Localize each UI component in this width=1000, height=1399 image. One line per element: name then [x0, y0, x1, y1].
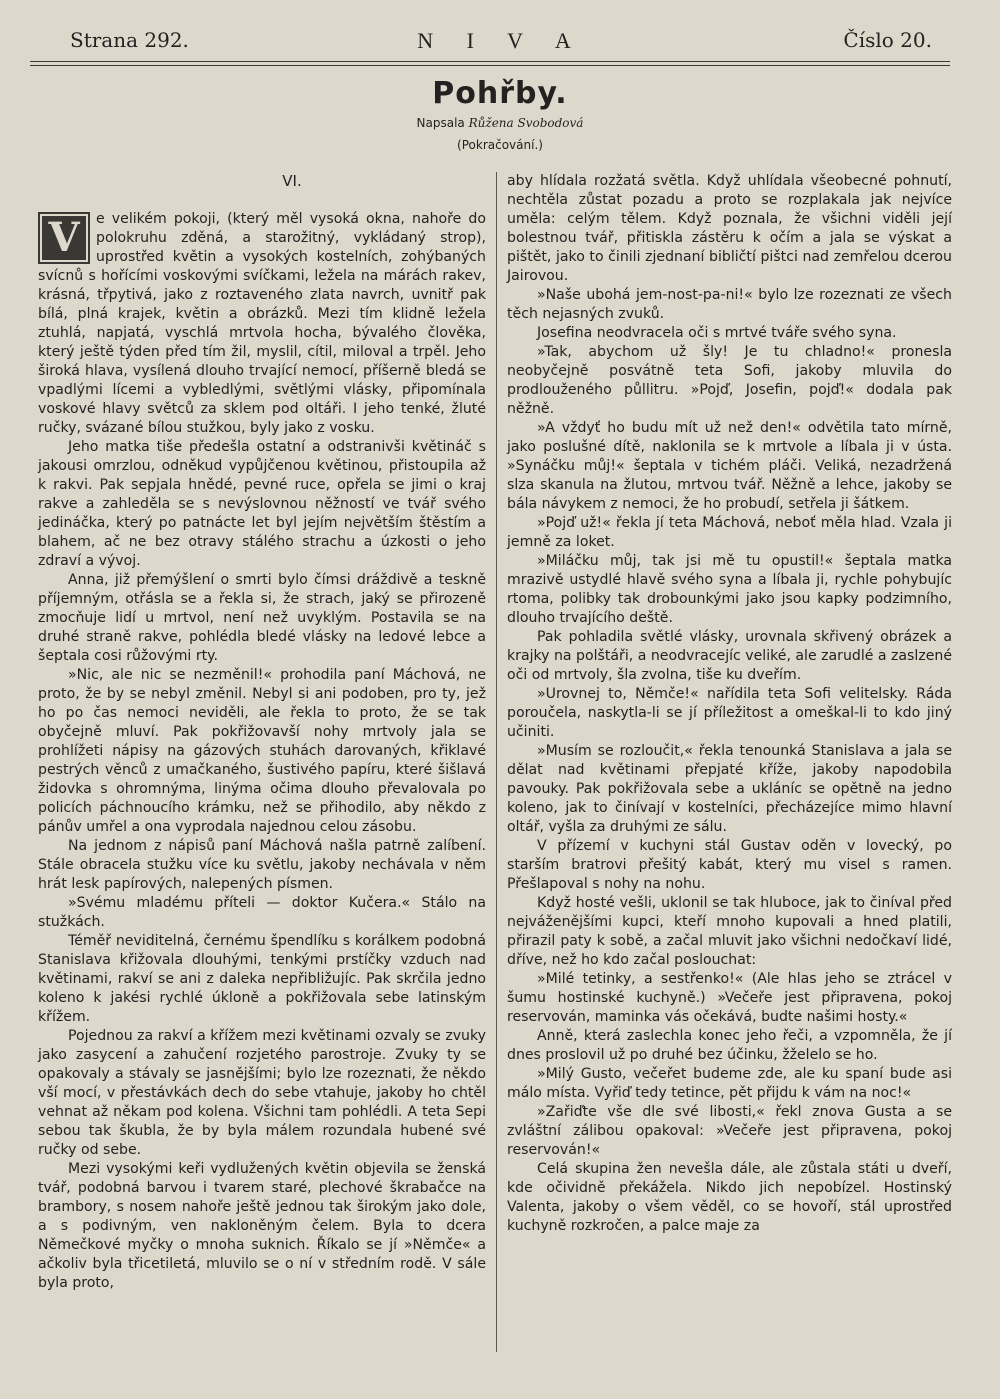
- paragraph: Když hosté vešli, uklonil se tak hluboce, jak to činíval před nejváženějšími kupci, kteří mnoho kupovali a hned platili, přirazil paty k sobě, a začal mluvit jako všichni nedočkaví lidé, dříve, než ho kdo začal poslouchat:: [507, 895, 952, 968]
- paragraph: Jeho matka tiše předešla ostatní a odstranivši květináč s jakousi omrzlou, odněkud vypůjčenou květinou, přistoupila až k rakvi. Pak sepjala hnědé, pevné ruce, opřela se jimi o kraj rakve a zahleděla se s nevýslovnou něžností ve tvář svého jedináčka, který po patnácte let byl jejím největším štěstím a blahem, ač ne bez otravy stálého strachu a úzkosti o jeho zdraví a vývoj.: [38, 439, 486, 569]
- issue-number: Číslo 20.: [843, 28, 932, 52]
- left-column: [38, 210, 486, 1293]
- paragraph: Josefina neodvracela oči s mrtvé tváře svého syna.: [537, 325, 897, 341]
- paragraph: »Musím se rozloučit,« řekla tenounká Stanislava a jala se dělat nad květinami přepjaté kříže, jakoby napodobila pavouky. Pak pokřižovala sebe a ukláníc se opětně na jedno koleno, jak to činívají v kostelníci, přecházejíce mimo hlavní oltář, vyšla za druhými ze sálu.: [507, 743, 952, 835]
- paragraph: Celá skupina žen nevešla dále, ale zůstala státi u dveří, kde očividně překážela. Nikdo jich nepobízel. Hostinský Valenta, jakoby o všem věděl, co se hovoří, stál uprostřed kuchyně rozkročen, a palce maje za: [507, 1161, 952, 1234]
- paragraph: Mezi vysokými keři vydlužených květin objevila se ženská tvář, podobná barvou i tvarem staré, plechové škrabačce na brambory, s nosem nahoře ještě jednou tak širokým jako dole, a s podivným, ven nakloněným čelem. Byla to dcera Němečkové myčky o mnoha suknich. Říkalo se jí »Němče« a ačkoliv byla třicetiletá, mluvilo se o ní v středním rodě. V sále byla proto,: [38, 1161, 486, 1291]
- column-divider: [496, 172, 497, 1352]
- paragraph: Pak pohladila světlé vlásky, urovnala skřivený obrázek a krajky na polštáři, a neodvracejíc veliké, ale zarudlé a zaslzené oči od mrtvoly, šla zvolna, tiše ku dveřím.: [507, 629, 952, 683]
- paragraph: Téměř neviditelná, černému špendlíku s korálkem podobná Stanislava křižovala dlouhými, tenkými prstíčky vzduch nad květinami, rakví se ani z daleka nepřibližujíc. Pak skrčila jedno koleno k jakési rychlé úkloně a pokřižovala sebe latinským křížem.: [38, 933, 486, 1025]
- author-name: Růžena Svobodová: [468, 116, 584, 130]
- paragraph: V přízemí v kuchyni stál Gustav oděn v lovecký, po starším bratrovi přešitý kabát, který mu visel s ramen. Přešlapoval s nohy na nohu.: [507, 838, 952, 892]
- header-rule-bottom: [30, 65, 950, 66]
- header-rule-top: [30, 61, 950, 62]
- paragraph: »Svému mladému příteli — doktor Kučera.« Stálo na stužkách.: [38, 895, 486, 930]
- paragraph: Pojednou za rakví a křížem mezi květinami ozvaly se zvuky jako zasycení a zahučení rozjetého parostroje. Zvuky ty se opakovaly a stávaly se jasnějšími; bylo lze rozeznati, že někdo vší mocí, v přestávkách dech do sebe vtahuje, jakoby ho chtěl vehnat až někam pod kolena. Všichni tam pohlédli. A teta Sepi sebou tak škubla, že by byla málem rozundala hubené své ručky od sebe.: [38, 1028, 486, 1158]
- chapter-number: VI.: [282, 172, 302, 190]
- drop-cap: V: [38, 212, 90, 264]
- paragraph: »Naše ubohá jem-nost-pa-ni!« bylo lze rozeznati ze všech těch nejasných zvuků.: [507, 287, 952, 322]
- paragraph: »Miláčku můj, tak jsi mě tu opustil!« šeptala matka mrazivě ustydlé hlavě svého syna a líbala ji, rychle pohybujíc rtoma, polibky tak drobounkými jako jsou kapky podzimního, dlouho trvajícího deště.: [507, 553, 952, 626]
- paragraph: »A vždyť ho budu mít už než den!« odvětila tato mírně, jako poslušné dítě, naklonila se k mrtvole a líbala ji v ústa. »Synáčku můj!« šeptala v tichém pláči. Veliká, nezadržená slza skanula na žlutou, mrtvou tvář. Něžně a lehce, jakoby se bála návykem z nemoci, že ho probudí, setřela ji šátkem.: [507, 420, 952, 512]
- paragraph: Anna, již přemýšlení o smrti bylo čímsi dráždivě a teskně příjemným, otřásla se a řekla si, že strach, jaký se přirozeně zmocňuje lidí u mrtvol, není než uvyklým. Postavila se na druhé straně rakve, pohlédla bledé vlásky na ledové lebce a šeptala cosi růžovými rty.: [38, 572, 486, 664]
- byline: [0, 116, 1000, 130]
- byline-prefix: Napsala: [416, 116, 465, 130]
- paragraph: Na jednom z nápisů paní Máchová našla patrně zalíbení. Stále obracela stužku více ku světlu, jakoby nechávala v něm hrát lesk papírových, nalepených písmen.: [38, 838, 486, 892]
- right-column: [507, 172, 952, 1236]
- paragraph: »Zařiďte vše dle své libosti,« řekl znova Gusta a se zvláštní zálibou opakoval: »Večeře jest připravena, pokoj reservován!«: [507, 1104, 952, 1158]
- page-header: [70, 28, 932, 58]
- paragraph-text: e velikém pokoji, (který měl vysoká okna, nahoře do polokruhu zděná, a starožitný, vykládaný strop), uprostřed květin a vysokých kostelních, zohýbaných svícnů s hořícími voskovými svíčkami, ležela na márách rakev, krásná, třpytivá, jako z roztaveného zlata navrch, uvnitř pak bílá, plná krajek, květin a obrázků. Mezi tím klidně ležela ztuhlá, napjatá, vyschlá mrtvola hocha, bývalého člověka, který ještě týden před tím žil, myslil, cítil, miloval a trpěl. Jeho široká hlava, vysílená dlouho trvající nemocí, příšerně bledá se vpadlými lícemi a vybledlými, světlými vlásky, připomínala voskové hlavy světců za sklem pod oltáři. I jeho tenké, žluté ručky, svázané bílou stužkou, byly jako z vosku.: [38, 211, 486, 436]
- paragraph: »Pojď už!« řekla jí teta Máchová, neboť měla hlad. Vzala ji jemně za loket.: [507, 515, 952, 550]
- page-number: Strana 292.: [70, 28, 189, 52]
- article-title: Pohřby.: [432, 76, 568, 111]
- paragraph: »Milé tetinky, a sestřenko!« (Ale hlas jeho se ztrácel v šumu hostinské kuchyně.) »Večeře jest připravena, pokoj reservován, maminka vás očekává, budte našimi hosty.«: [507, 971, 952, 1025]
- paragraph: »Milý Gusto, večeřet budeme zde, ale ku spaní bude asi málo místa. Vyřiď tedy tetince, pět přijdu k vám na noc!«: [507, 1066, 952, 1101]
- paragraph: Anně, která zaslechla konec jeho řeči, a vzpomněla, že jí dnes proslovil už po druhé bez účinku, žželelo se ho.: [507, 1028, 952, 1063]
- continuation-note: (Pokračování.): [457, 138, 543, 152]
- paragraph: »Urovnej to, Němče!« nařídila teta Sofi velitelsky. Ráda poroučela, naskytla-li se jí příležitost a omeškal-li to kdo jiný učiniti.: [507, 686, 952, 740]
- journal-name: N I V A: [417, 28, 585, 53]
- paragraph: »Nic, ale nic se nezměnil!« prohodila paní Máchová, ne proto, že by se nebyl změnil. Nebyl si ani podoben, pro ty, jež ho po čas nemoci neviděli, ale řekla to proto, že se tak obyčejně mluví. Pak pokřižovavší nohy mrtvoly jala se prohlížeti nápisy na gázových stuhách darovaných, křiklavé pestrých věnců z umačkaného, šustivého papíru, které šišlavá židovka s ohromnýma, linýma očima dlouho převalovala po policích páchnoucího krámku, než se přihodilo, aby někdo z pánův umřel a ona vyprodala najednou celou zásobu.: [38, 667, 486, 835]
- paragraph: »Tak, abychom už šly! Je tu chladno!« pronesla neobyčejně posvátně teta Sofi, jakoby mluvila do prodlouženého půllitru. »Pojď, Josefin, pojď!« dodala pak něžně.: [507, 344, 952, 417]
- paragraph: [38, 210, 486, 438]
- paragraph: aby hlídala rozžatá světla. Když uhlídala všeobecné pohnutí, nechtěla zůstat pozadu a proto se rozplakala jak nejvíce uměla: celým tělem. Když poznala, že všichni viděli její bolestnou tvář, přitiskla zástěru k očím a jala se výskat a pištět, jako to činili zjednaní bibličtí pištci nad zemřelou dcerou Jairovou.: [507, 173, 952, 284]
